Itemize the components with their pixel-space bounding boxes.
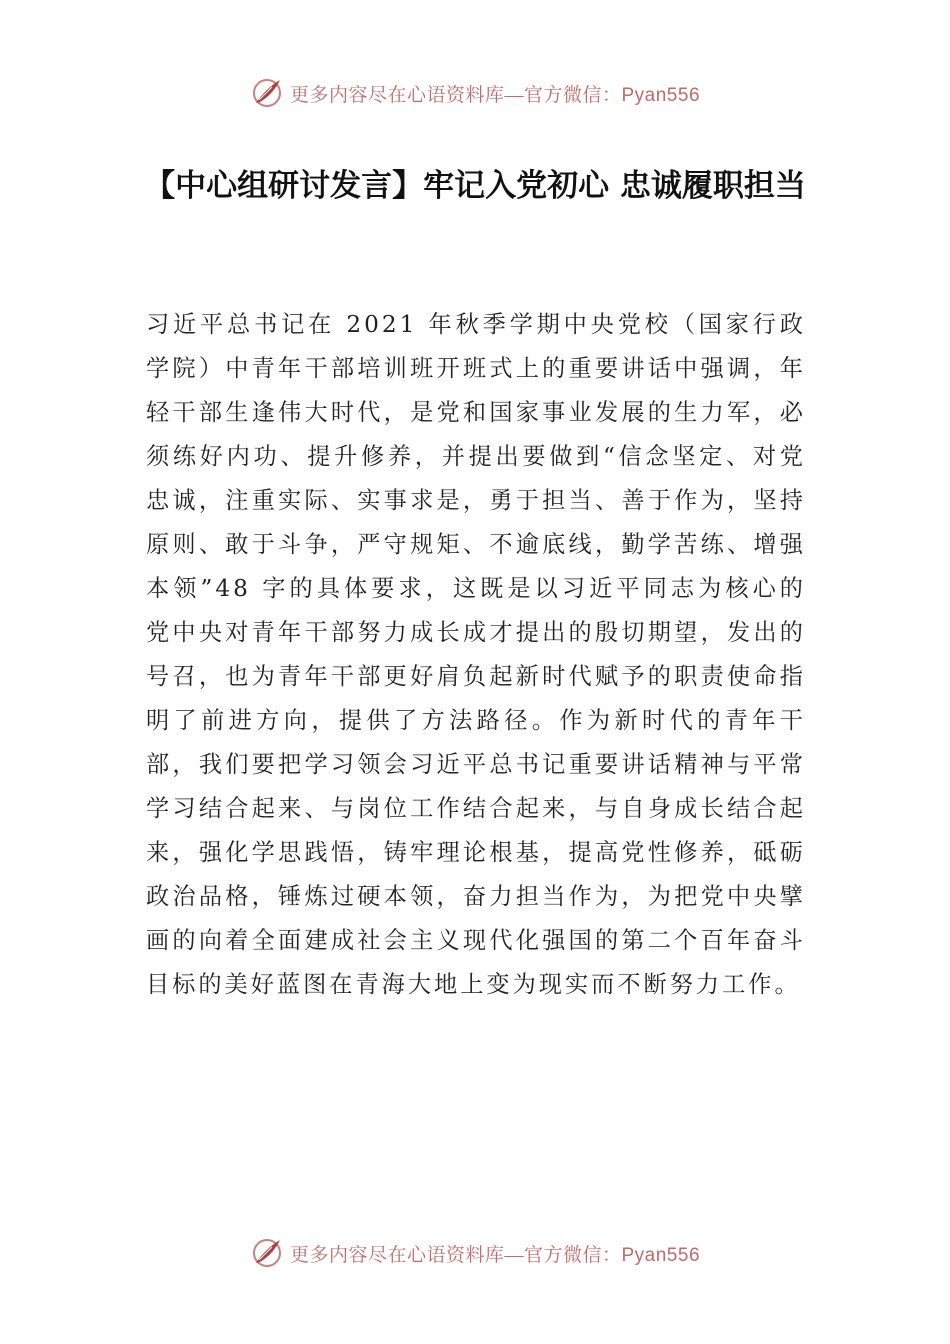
quill-emblem-icon — [250, 1236, 284, 1270]
document-title: 【中心组研讨发言】牢记入党初心 忠诚履职担当 — [144, 168, 806, 204]
quill-emblem-icon — [250, 76, 284, 110]
header-wechat-id: Pyan556 — [621, 84, 701, 106]
footer-wechat-id: Pyan556 — [621, 1244, 701, 1266]
footer-banner-text: 更多内容尽在心语资料库—官方微信：Pyan556 — [289, 1244, 701, 1266]
document-paragraph: 习近平总书记在 2021 年秋季学期中央党校（国家行政学院）中青年干部培训班开班式上的重要讲话中强调，年轻干部生逢伟大时代，是党和国家事业发展的生力军，必须练好内功、提升修养，并提出要做到“信念坚定、对党忠诚，注重实际、实事求是，勇于担当、善于作为，坚持原则、敢于斗争，严守规矩、不逾底线，勤学苦练、增强本领”48 字的具体要求，这既是以习近平同志为核心的党中央对青年干部努力成长成才提出的殷切期望，发出的号召，也为青年干部更好肩负起新时代赋予的职责使命指明了前进方向，提供了方法路径。作为新时代的青年干部，我们要把学习领会习近平总书记重要讲话精神与平常学习结合起来、与岗位工作结合起来，与自身成长结合起来，强化学思践悟，铸牢理论根基，提高党性修养，砥砺政治品格，锤炼过硬本领，奋力担当作为，为把党中央擘画的向着全面建成社会主义现代化强国的第二个百年奋斗目标的美好蓝图在青海大地上变为现实而不断努力工作。 — [146, 311, 806, 998]
header-banner — [0, 73, 950, 113]
footer-banner — [0, 1233, 950, 1273]
header-banner-text: 更多内容尽在心语资料库—官方微信：Pyan556 — [289, 84, 701, 106]
